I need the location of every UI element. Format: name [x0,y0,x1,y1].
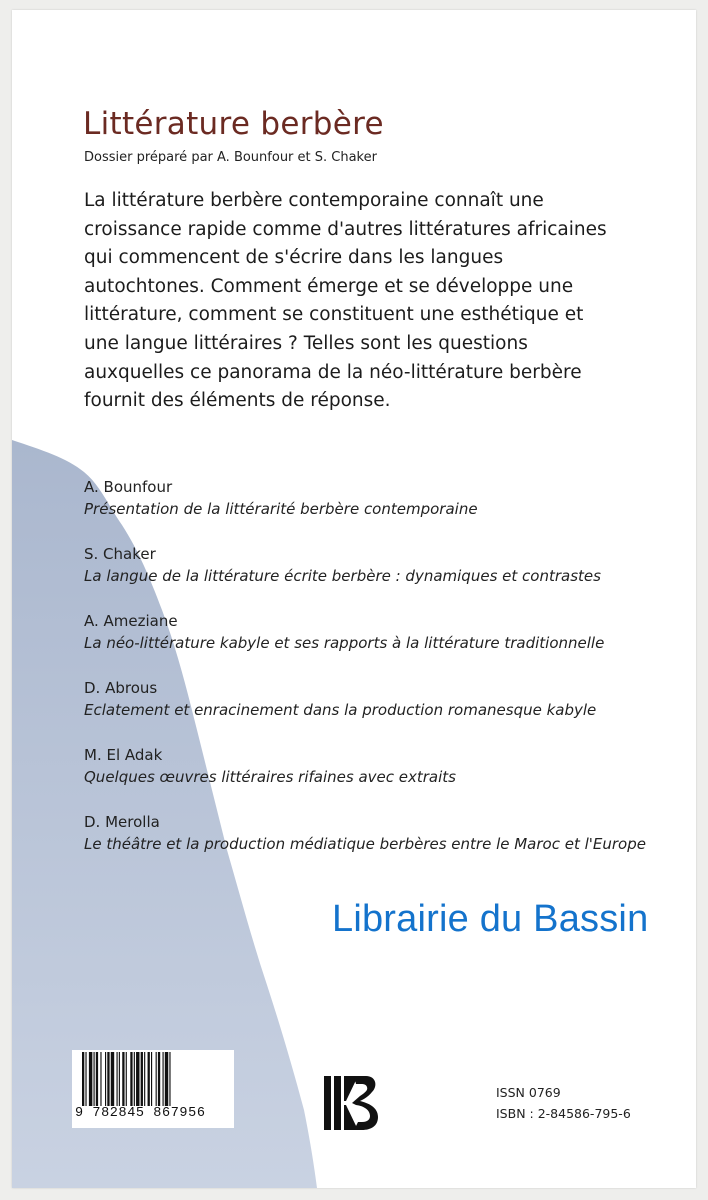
contents-entry [84,476,664,520]
issn-label: ISSN 0769 [496,1085,561,1100]
entry-author: M. El Adak [84,746,163,764]
entry-title: Le théâtre et la production médiatique berbères entre le Maroc et l'Europe [84,835,646,853]
entry-author: D. Merolla [84,813,160,831]
entry-title: La langue de la littérature écrite berbère : dynamiques et contrastes [84,567,601,585]
entry-author: A. Bounfour [84,478,173,496]
book-subtitle: Dossier préparé par A. Bounfour et S. Chaker [84,150,377,165]
entry-title: La néo-littérature kabyle et ses rapports à la littérature traditionnelle [84,634,605,652]
contents-entry [84,543,664,587]
table-of-contents [84,476,664,878]
entry-title: Présentation de la littérarité berbère contemporaine [84,500,478,518]
book-description: La littérature berbère contemporaine connaît une croissance rapide comme d'autres littératures africaines qui commencent de s'écrire dans les langues autochtones. Comment émerge et se développe une littérature, comment se constituent une esthétique et une langue littéraires ? Telles sont les questions auxquelles ce panorama de la néo-littérature berbère fournit des éléments de réponse. [84,190,607,412]
entry-author: S. Chaker [84,545,156,563]
contents-entry [84,811,664,855]
barcode-icon [82,1052,224,1106]
book-title: Littérature berbère [83,106,384,142]
bookseller-watermark: Librairie du Bassin [332,898,649,940]
contents-entry [84,610,664,654]
entry-author: D. Abrous [84,679,158,697]
contents-entry [84,744,664,788]
isbn-label: ISBN : 2-84586-795-6 [496,1106,631,1121]
contents-entry [84,677,664,721]
entry-author: A. Ameziane [84,612,178,630]
book-back-cover [12,10,696,1188]
entry-title: Eclatement et enracinement dans la production romanesque kabyle [84,701,597,719]
kb-logo-icon [320,1072,382,1134]
barcode [72,1050,234,1128]
barcode-number: 9 782845 867956 [75,1106,206,1121]
entry-title: Quelques œuvres littéraires rifaines avec extraits [84,768,456,786]
